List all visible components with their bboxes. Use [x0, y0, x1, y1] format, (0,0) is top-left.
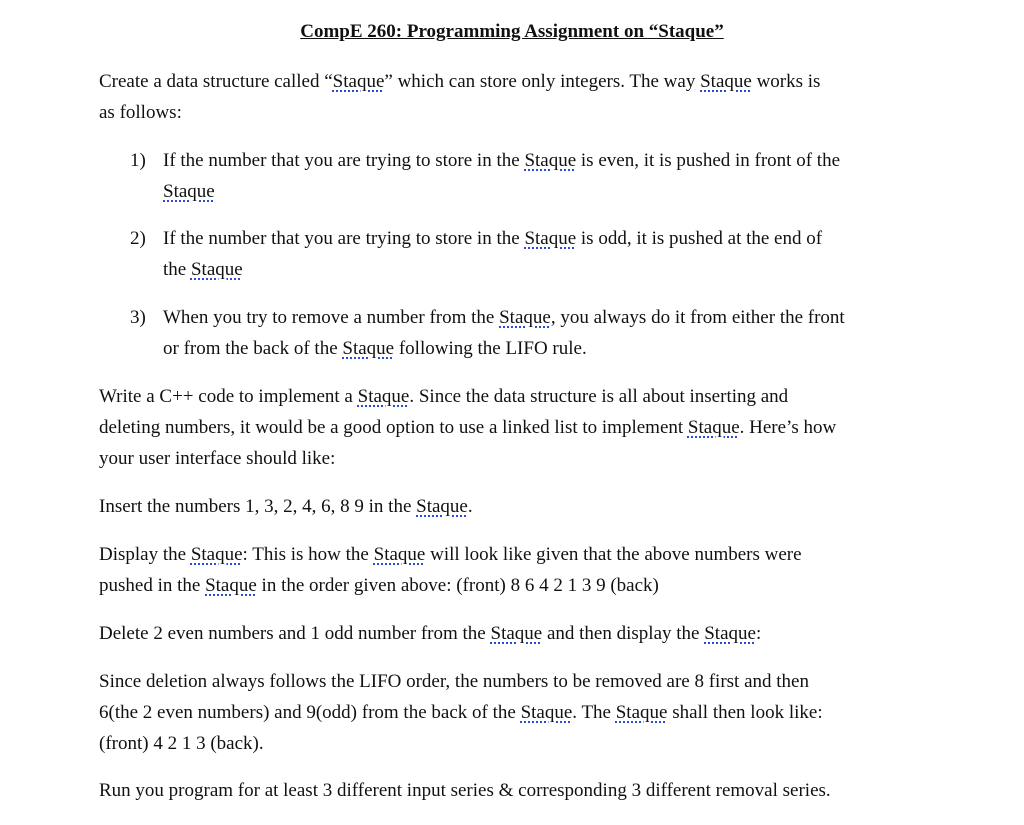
staque-term: Staque [520, 702, 573, 723]
page-title: CompE 260: Programming Assignment on “Staque” [300, 21, 724, 42]
staque-term: Staque [205, 575, 257, 596]
deletion-explanation: Since deletion always follows the LIFO order, the numbers to be removed are 8 first and then 6(the 2 even numbers) and 9(odd) from the back of the Staque. The Staque shall then look like: (front) 4 2 1 3 (back). [99, 671, 823, 754]
staque-term: Staque [190, 259, 243, 280]
staque-term: Staque [687, 417, 740, 438]
intro-paragraph [99, 66, 939, 128]
staque-term: Staque [163, 181, 215, 202]
intro-line-2: as follows: [99, 102, 182, 123]
display-instruction: Display the Staque: This is how the Staque will look like given that the above numbers were pushed in the Staque in the order given above: (front) 8 6 4 2 1 3 9 (back) [99, 544, 802, 596]
rule-text: If the number that you are trying to store in the Staque is even, it is pushed in front of the Staque [163, 150, 841, 202]
implementation-paragraph: Write a C++ code to implement a Staque. Since the data structure is all about inserting and deleting numbers, it would be a good option to use a linked list to implement Staque. Here’s how your user interface should like: [99, 386, 837, 469]
rule-number: 2) [130, 228, 146, 249]
insert-instruction: Insert the numbers 1, 3, 2, 4, 6, 8 9 in the Staque. [99, 496, 473, 517]
staque-term: Staque [190, 544, 243, 565]
staque-term: Staque [524, 150, 577, 171]
intro-line-1: Create a data structure called “Staque” which can store only integers. The way Staque works is [99, 71, 821, 92]
run-instruction: Run you program for at least 3 different input series & corresponding 3 different removal series. [99, 780, 831, 801]
staque-term: Staque [704, 623, 756, 644]
staque-term: Staque [524, 228, 577, 249]
staque-term: Staque [490, 623, 543, 644]
staque-term: Staque [332, 71, 385, 92]
staque-term: Staque [416, 496, 468, 517]
delete-instruction: Delete 2 even numbers and 1 odd number from the Staque and then display the Staque: [99, 623, 762, 644]
rule-text: If the number that you are trying to store in the Staque is odd, it is pushed at the end of the Staque [163, 228, 823, 280]
rule-number: 1) [130, 150, 146, 171]
rule-text: When you try to remove a number from the Staque, you always do it from either the front or from the back of the Staque following the LIFO rule. [163, 307, 845, 359]
staque-term: Staque [499, 307, 551, 328]
staque-term: Staque [342, 338, 395, 359]
staque-term: Staque [615, 702, 668, 723]
staque-term: Staque [700, 71, 752, 92]
rule-number: 3) [130, 307, 146, 328]
staque-term: Staque [357, 386, 410, 407]
staque-term: Staque [373, 544, 426, 565]
